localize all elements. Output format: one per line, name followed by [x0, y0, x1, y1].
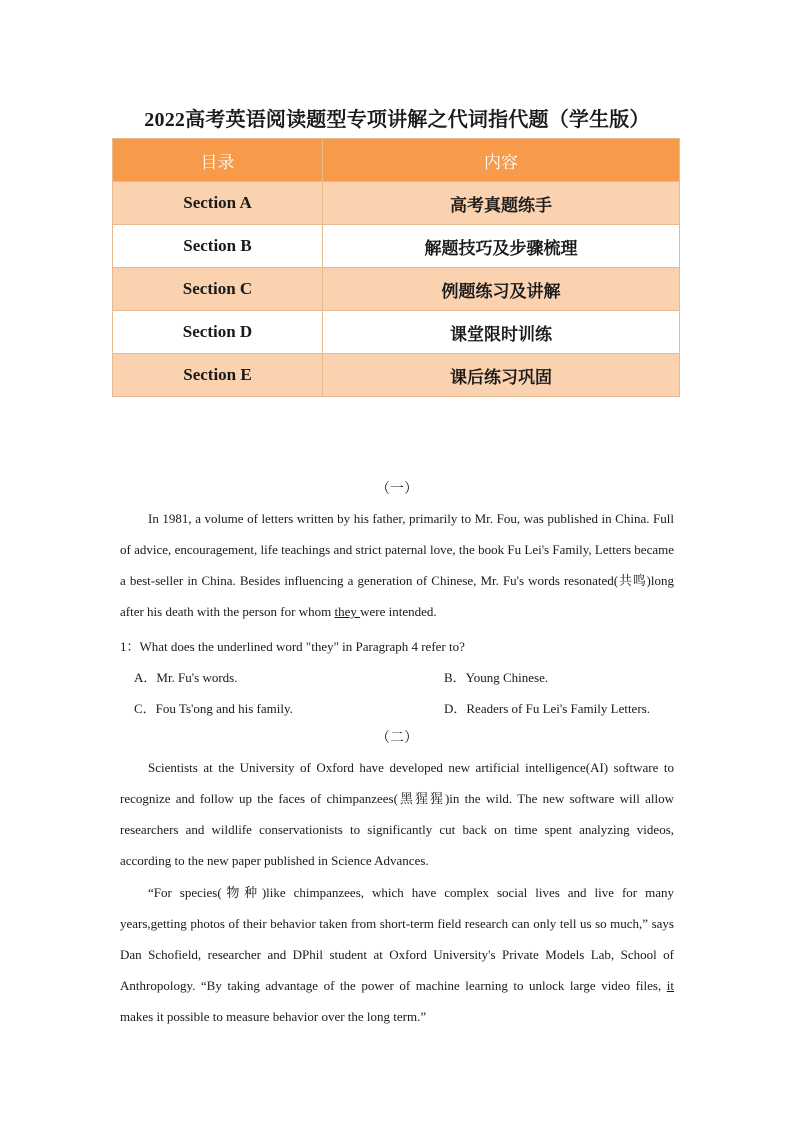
passage-text: makes it possible to measure behavior over the long term.”	[120, 1009, 427, 1024]
part2-passage-1: Scientists at the University of Oxford have developed new artificial intelligence(AI) software to recognize and follow up the faces of chimpanzees(黑猩猩)in the wild. The new software will allow researchers and wildlife conservationists to significantly cut back on time spent analyzing videos, according to the new paper published in Science Advances.	[120, 760, 674, 868]
part1-passage	[120, 503, 674, 627]
option-b: B．Young Chinese.	[444, 670, 549, 685]
content-cell: 课后练习巩固	[323, 354, 680, 397]
section-cell: Section B	[113, 225, 323, 268]
table-row	[113, 268, 680, 311]
underlined-word: they	[334, 604, 361, 619]
part2-heading: （二）	[376, 731, 418, 746]
passage-text: were intended.	[360, 604, 437, 619]
content-cell: 解题技巧及步骤梳理	[323, 225, 680, 268]
table-row	[113, 311, 680, 354]
option-d: D．Readers of Fu Lei's Family Letters.	[444, 701, 650, 716]
part2-passage-2	[120, 877, 674, 1032]
underlined-word: it	[666, 978, 674, 993]
content-cell: 高考真题练手	[323, 182, 680, 225]
question-1: 1：What does the underlined word "they" in Paragraph 4 refer to?	[120, 639, 465, 654]
header-content: 内容	[323, 139, 680, 182]
section-cell: Section E	[113, 354, 323, 397]
contents-table	[112, 138, 680, 397]
content-cell: 例题练习及讲解	[323, 268, 680, 311]
table-row	[113, 182, 680, 225]
section-cell: Section C	[113, 268, 323, 311]
passage-text: “For species(物种)like chimpanzees, which have complex social lives and live for many years,getting photos of their behavior taken from short-term field research can only tell us so much,” says Dan Schofield, researcher and DPhil student at Oxford University's Private Models Lab, School of Anthropology. “By taking advantage of the power of machine learning to unlock large video files,	[120, 885, 674, 993]
option-a: A．Mr. Fu's words.	[134, 670, 238, 685]
content-cell: 课堂限时训练	[323, 311, 680, 354]
option-c: C．Fou Ts'ong and his family.	[134, 701, 293, 716]
part1-heading: （一）	[376, 482, 418, 497]
header-catalog: 目录	[113, 139, 323, 182]
passage-text: In 1981, a volume of letters written by his father, primarily to Mr. Fou, was published in China. Full of advice, encouragement, life teachings and strict paternal love, the book Fu Lei's Family, Letters became a best-seller in China. Besides influencing a generation of Chinese, Mr. Fu's words resonated(共鸣)long after his death with the person for whom	[120, 511, 674, 619]
table-row	[113, 225, 680, 268]
section-cell: Section D	[113, 311, 323, 354]
table-header-row	[113, 139, 680, 182]
table-row	[113, 354, 680, 397]
page-title: 2022高考英语阅读题型专项讲解之代词指代题（学生版）	[144, 109, 650, 131]
section-cell: Section A	[113, 182, 323, 225]
